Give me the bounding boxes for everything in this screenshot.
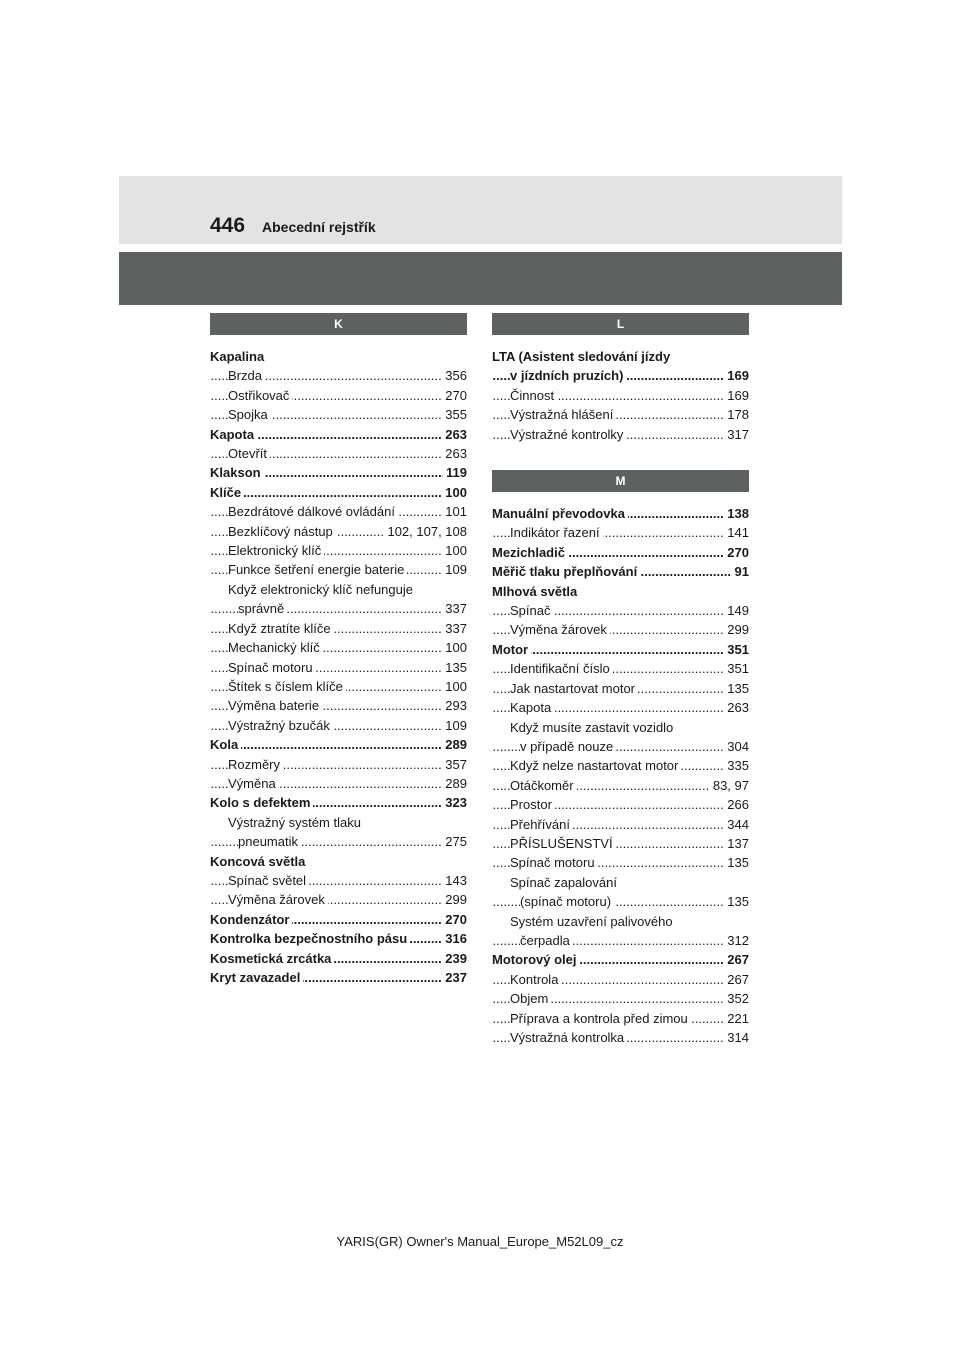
- page-reference: 270: [442, 386, 467, 405]
- section-letter-heading: L: [492, 313, 749, 335]
- index-entry: [210, 560, 467, 579]
- page-reference: 293: [442, 696, 467, 715]
- index-entry: [492, 366, 749, 385]
- page-reference: 221: [724, 1009, 749, 1028]
- page-reference: 135: [724, 679, 749, 698]
- index-term: Motor: [492, 642, 531, 657]
- index-term: Měřič tlaku přeplňování: [492, 564, 640, 579]
- index-term: PŘÍSLUŠENSTVÍ: [510, 836, 616, 851]
- index-term: Kapalina: [210, 349, 267, 364]
- index-term: Když elektronický klíč nefunguje: [228, 582, 416, 597]
- index-entry: [210, 793, 467, 812]
- page-reference: 316: [442, 929, 467, 948]
- index-entry: [492, 853, 749, 872]
- index-term: Prostor: [510, 797, 555, 812]
- index-entry: [210, 910, 467, 929]
- index-entry: [492, 523, 749, 542]
- index-column-right: [492, 313, 749, 1073]
- index-entry: [210, 541, 467, 560]
- index-term: Indikátor řazení: [510, 525, 603, 540]
- page-reference: 100: [442, 638, 467, 657]
- index-term: Mlhová světla: [492, 584, 580, 599]
- index-term: Bezklíčový nástup: [228, 524, 336, 539]
- page-reference: 137: [724, 834, 749, 853]
- index-entry: [492, 931, 749, 950]
- index-entry: [492, 912, 749, 931]
- index-entry: [492, 582, 749, 601]
- index-entry: [210, 696, 467, 715]
- index-term: Spínač zapalování: [510, 875, 620, 890]
- index-term: Spínač motoru: [228, 660, 316, 675]
- index-term: Klíče: [210, 485, 244, 500]
- index-entry: [492, 776, 749, 795]
- index-entry: [492, 970, 749, 989]
- index-term: Když nelze nastartovat motor: [510, 758, 681, 773]
- index-entry: [210, 735, 467, 754]
- index-term: Výměna: [228, 776, 279, 791]
- index-section-l: [492, 313, 749, 444]
- page-reference: 337: [442, 599, 467, 618]
- page-reference: 275: [442, 832, 467, 851]
- index-entry: [492, 562, 749, 581]
- index-entry: [492, 504, 749, 523]
- index-term: Koncová světla: [210, 854, 308, 869]
- index-entry: [210, 755, 467, 774]
- page-reference: 314: [724, 1028, 749, 1047]
- index-entry: [492, 718, 749, 737]
- page-reference: 266: [724, 795, 749, 814]
- page-reference: 100: [442, 483, 467, 502]
- page-reference: 357: [442, 755, 467, 774]
- index-term: Činnost: [510, 388, 557, 403]
- index-term: Výstražná hlášení: [510, 407, 616, 422]
- index-entry: [210, 852, 467, 871]
- page-reference: 337: [442, 619, 467, 638]
- page-reference: 237: [442, 968, 467, 987]
- index-term: Rozměry: [228, 757, 283, 772]
- page-reference: 289: [442, 735, 467, 754]
- index-term: Výměna baterie: [228, 698, 322, 713]
- index-entry: [210, 968, 467, 987]
- page-reference: 270: [724, 543, 749, 562]
- page-reference: 351: [724, 659, 749, 678]
- index-term: Identifikační číslo: [510, 661, 613, 676]
- page-reference: 178: [724, 405, 749, 424]
- index-term: Kapota: [510, 700, 554, 715]
- index-column-left: [210, 313, 467, 1013]
- index-term: v jízdních pruzích): [510, 368, 626, 383]
- index-entry: [210, 425, 467, 444]
- page-reference: 299: [724, 620, 749, 639]
- index-term: Výstražný systém tlaku: [228, 815, 364, 830]
- page-reference: 270: [442, 910, 467, 929]
- index-term: Elektronický klíč: [228, 543, 324, 558]
- index-entry: [492, 640, 749, 659]
- index-term: Spínač motoru: [510, 855, 598, 870]
- index-entry: [492, 795, 749, 814]
- index-entry: [210, 813, 467, 832]
- page-reference: 169: [724, 366, 749, 385]
- index-entry: [492, 737, 749, 756]
- index-term: Brzda: [228, 368, 265, 383]
- index-entry: [210, 619, 467, 638]
- index-term: Výměna žárovek: [510, 622, 610, 637]
- index-entry: [492, 815, 749, 834]
- index-entry: [492, 698, 749, 717]
- page-reference: 109: [442, 716, 467, 735]
- index-term: Objem: [510, 991, 551, 1006]
- index-term: pneumatik: [238, 834, 301, 849]
- page-reference: 355: [442, 405, 467, 424]
- index-entry: [210, 386, 467, 405]
- index-entry: [492, 679, 749, 698]
- index-entry: [492, 425, 749, 444]
- index-term: Systém uzavření palivového: [510, 914, 676, 929]
- page-reference: 267: [724, 970, 749, 989]
- index-term: Manuální převodovka: [492, 506, 628, 521]
- page-reference: 101: [442, 502, 467, 521]
- index-term: Spojka: [228, 407, 271, 422]
- index-entry: [492, 405, 749, 424]
- page-reference: 335: [724, 756, 749, 775]
- index-entry: [210, 890, 467, 909]
- index-term: LTA (Asistent sledování jízdy: [492, 349, 673, 364]
- index-term: Kolo s defektem: [210, 795, 313, 810]
- index-entry: [210, 502, 467, 521]
- index-entry: [210, 774, 467, 793]
- index-entry: [210, 405, 467, 424]
- index-entry: [210, 366, 467, 385]
- index-term: Mechanický klíč: [228, 640, 323, 655]
- index-entry: [492, 834, 749, 853]
- index-term: Jak nastartovat motor: [510, 681, 638, 696]
- page-reference: 263: [724, 698, 749, 717]
- page-reference: 344: [724, 815, 749, 834]
- index-entry: [210, 658, 467, 677]
- page-reference: 100: [442, 541, 467, 560]
- index-entry: [210, 599, 467, 618]
- page-reference: 83, 97: [710, 776, 749, 795]
- section-letter-heading: K: [210, 313, 467, 335]
- index-term: Štítek s číslem klíče: [228, 679, 346, 694]
- page-reference: 267: [724, 950, 749, 969]
- title-band: [119, 252, 842, 305]
- page-reference: 135: [442, 658, 467, 677]
- index-term: Kosmetická zrcátka: [210, 951, 334, 966]
- index-entry: [210, 638, 467, 657]
- index-section-k: [210, 313, 467, 987]
- page-reference: 100: [442, 677, 467, 696]
- index-term: Bezdrátové dálkové ovládání: [228, 504, 398, 519]
- footer-manual-id: YARIS(GR) Owner's Manual_Europe_M52L09_cz: [336, 1234, 624, 1249]
- index-entry: [210, 716, 467, 735]
- index-section-m: [492, 470, 749, 1047]
- index-entry: [210, 444, 467, 463]
- page-reference: 109: [442, 560, 467, 579]
- index-term: Kryt zavazadel: [210, 970, 303, 985]
- page-reference: 143: [442, 871, 467, 890]
- index-entry: [210, 832, 467, 851]
- index-entry: [210, 463, 467, 482]
- index-term: Když musíte zastavit vozidlo: [510, 720, 676, 735]
- index-term: Spínač světel: [228, 873, 309, 888]
- page-reference: 141: [724, 523, 749, 542]
- index-term: Výstražné kontrolky: [510, 427, 626, 442]
- index-entry: [210, 949, 467, 968]
- index-term: Kondenzátor: [210, 912, 292, 927]
- index-entry: [210, 347, 467, 366]
- index-entry: [210, 677, 467, 696]
- index-entry: [492, 347, 749, 366]
- page-reference: 149: [724, 601, 749, 620]
- index-entry: [492, 756, 749, 775]
- index-term: Kola: [210, 737, 241, 752]
- index-term: (spínač motoru): [520, 894, 614, 909]
- page-number: 446: [210, 214, 246, 237]
- page-reference: 317: [724, 425, 749, 444]
- index-term: Otevřít: [228, 446, 270, 461]
- index-term: Kapota: [210, 427, 257, 442]
- page-reference: 263: [442, 444, 467, 463]
- page-title: Abecední rejstřík: [262, 219, 376, 235]
- index-term: Ostřikovač: [228, 388, 292, 403]
- index-entry: [492, 950, 749, 969]
- page-reference: 135: [724, 853, 749, 872]
- index-term: Přehřívání: [510, 817, 573, 832]
- index-term: Výstražná kontrolka: [510, 1030, 627, 1045]
- page-reference: 323: [442, 793, 467, 812]
- index-entry: [492, 620, 749, 639]
- page-reference: 351: [724, 640, 749, 659]
- section-letter-heading: M: [492, 470, 749, 492]
- page-reference: 263: [442, 425, 467, 444]
- page-reference: 304: [724, 737, 749, 756]
- page-reference: 135: [724, 892, 749, 911]
- index-term: Výstražný bzučák: [228, 718, 333, 733]
- page-reference: 299: [442, 890, 467, 909]
- page-reference: 169: [724, 386, 749, 405]
- index-term: Kontrolka bezpečnostního pásu: [210, 931, 410, 946]
- page-reference: 138: [724, 504, 749, 523]
- index-entry: [492, 1028, 749, 1047]
- index-entry: [492, 601, 749, 620]
- index-entry: [492, 659, 749, 678]
- leader-dots: [210, 735, 467, 754]
- page-reference: 91: [732, 562, 749, 581]
- index-entry: [492, 386, 749, 405]
- index-term: Příprava a kontrola před zimou: [510, 1011, 691, 1026]
- index-entry: [210, 871, 467, 890]
- index-term: Když ztratíte klíče: [228, 621, 334, 636]
- page-reference: 356: [442, 366, 467, 385]
- page-reference: 312: [724, 931, 749, 950]
- index-term: Funkce šetření energie baterie: [228, 562, 407, 577]
- index-term: správně: [238, 601, 287, 616]
- index-entry: [210, 929, 467, 948]
- index-entry: [492, 873, 749, 892]
- index-entry: [210, 580, 467, 599]
- index-term: Kontrola: [510, 972, 561, 987]
- index-entry: [492, 892, 749, 911]
- index-entry: [210, 522, 467, 541]
- page-reference: 239: [442, 949, 467, 968]
- page-reference: 102, 107, 108: [384, 522, 467, 541]
- index-entry: [492, 989, 749, 1008]
- index-term: Motorový olej: [492, 952, 580, 967]
- page-reference: 289: [442, 774, 467, 793]
- index-entry: [210, 483, 467, 502]
- index-term: Otáčkoměr: [510, 778, 577, 793]
- index-term: Spínač: [510, 603, 553, 618]
- leader-dots: [210, 483, 467, 502]
- index-term: Výměna žárovek: [228, 892, 328, 907]
- index-term: Klakson: [210, 465, 264, 480]
- page-reference: 352: [724, 989, 749, 1008]
- page-reference: 119: [443, 463, 467, 482]
- index-term: Mezichladič: [492, 545, 568, 560]
- index-entry: [492, 543, 749, 562]
- index-entry: [492, 1009, 749, 1028]
- index-term: v případě nouze: [520, 739, 616, 754]
- index-term: čerpadla: [520, 933, 573, 948]
